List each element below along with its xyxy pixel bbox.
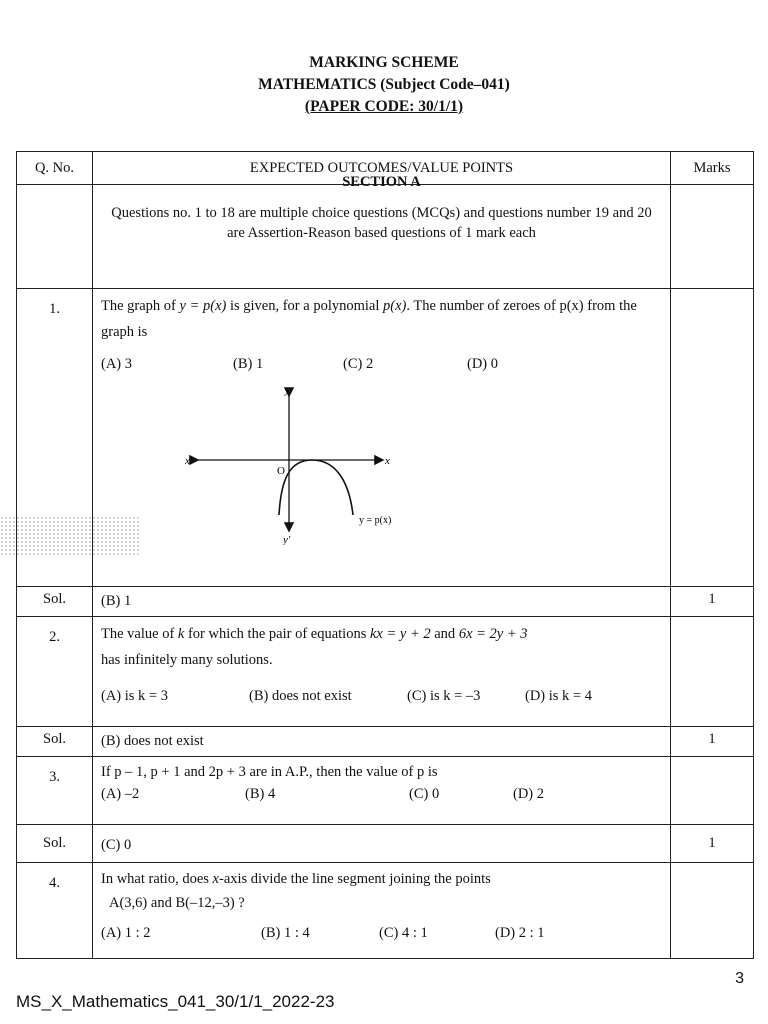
question-text: If p – 1, p + 1 and 2p + 3 are in A.P., then the value of p is	[101, 764, 438, 780]
footer-document-id: MS_X_Mathematics_041_30/1/1_2022-23	[16, 992, 335, 1011]
question-number: 4.	[17, 863, 93, 959]
x-axis-label: x	[385, 455, 390, 467]
header-subject: MATHEMATICS (Subject Code–041)	[258, 76, 510, 93]
option-c: (C) is k = –3	[407, 688, 481, 704]
option-b: (B) 1	[233, 356, 264, 372]
polynomial-graph	[177, 385, 437, 545]
question-number: 2.	[17, 617, 93, 727]
option-b: (B) 4	[245, 786, 276, 802]
document-header	[0, 52, 768, 118]
section-a-row	[17, 185, 754, 289]
sol-label: Sol.	[17, 587, 93, 617]
solution-text: (B) does not exist	[93, 727, 671, 757]
option-d: (D) 2	[513, 786, 545, 802]
question-2: The value of k for which the pair of equations kx = y + 2 and 6x = 2y + 3 has infinitely many solutions. (A) is k = 3 (B) does not exist (C) is k = –3 (D) is k = 4	[93, 617, 671, 727]
options-list	[101, 783, 662, 805]
option-c: (C) 0	[409, 786, 440, 802]
option-b: (B) 1 : 4	[261, 925, 310, 941]
question-number: 1.	[17, 289, 93, 587]
question-number: 3.	[17, 757, 93, 825]
polynomial-curve	[279, 460, 353, 515]
table-row	[17, 757, 754, 825]
option-c: (C) 4 : 1	[379, 925, 428, 941]
marking-scheme-table	[16, 151, 754, 959]
origin-label: O	[277, 465, 285, 477]
option-d: (D) is k = 4	[525, 688, 592, 704]
option-a: (A) is k = 3	[101, 688, 168, 704]
marks-value: 1	[671, 727, 754, 757]
sol-label: Sol.	[17, 727, 93, 757]
option-a: (A) –2	[101, 786, 140, 802]
table-row	[17, 727, 754, 757]
curve-label: y = p(x)	[359, 515, 392, 526]
options-list	[101, 351, 662, 377]
col-header-marks: Marks	[671, 152, 754, 185]
marks-value: 1	[671, 825, 754, 863]
table-row	[17, 617, 754, 727]
question-points: A(3,6) and B(–12,–3) ?	[109, 895, 245, 911]
header-title: MARKING SCHEME	[309, 54, 459, 71]
question-1	[93, 289, 671, 587]
section-title: SECTION A	[342, 174, 421, 190]
y-axis-label: y	[285, 385, 290, 396]
option-a: (A) 3	[101, 356, 133, 372]
question-4	[93, 863, 671, 959]
solution-text: (C) 0	[93, 825, 671, 863]
section-note: Questions no. 1 to 18 are multiple choice questions (MCQs) and questions number 19 and 20 are Assertion-Reason based questions of 1 mark each	[111, 205, 652, 241]
question-text: In what ratio, does x-axis divide the line segment joining the points	[101, 871, 491, 887]
col-header-qno: Q. No.	[17, 152, 93, 185]
table-row	[17, 587, 754, 617]
option-d: (D) 0	[467, 356, 499, 372]
table-row	[17, 825, 754, 863]
y-prime-label: y'	[283, 534, 291, 545]
question-3	[93, 757, 671, 825]
x-prime-label: x'	[185, 455, 193, 467]
sol-label: Sol.	[17, 825, 93, 863]
option-c: (C) 2	[343, 356, 374, 372]
solution-text: (B) 1	[93, 587, 671, 617]
option-b: (B) does not exist	[249, 688, 352, 704]
col-header-outcomes: EXPECTED OUTCOMES/VALUE POINTS	[93, 152, 671, 185]
table-row	[17, 863, 754, 959]
header-paper-code: (PAPER CODE: 30/1/1)	[304, 98, 464, 115]
page-number: 3	[735, 970, 744, 987]
options-list	[101, 921, 662, 945]
question-text: The value of k for which the pair of equations kx = y + 2 and 6x = 2y + 3	[101, 626, 528, 642]
marks-value: 1	[671, 587, 754, 617]
options-list	[101, 683, 662, 709]
question-text: The graph of y = p(x) is given, for a polynomial p(x). The number of zeroes of p(x) from the graph is	[101, 298, 637, 340]
table-row	[17, 289, 754, 587]
option-d: (D) 2 : 1	[495, 925, 545, 941]
option-a: (A) 1 : 2	[101, 925, 151, 941]
